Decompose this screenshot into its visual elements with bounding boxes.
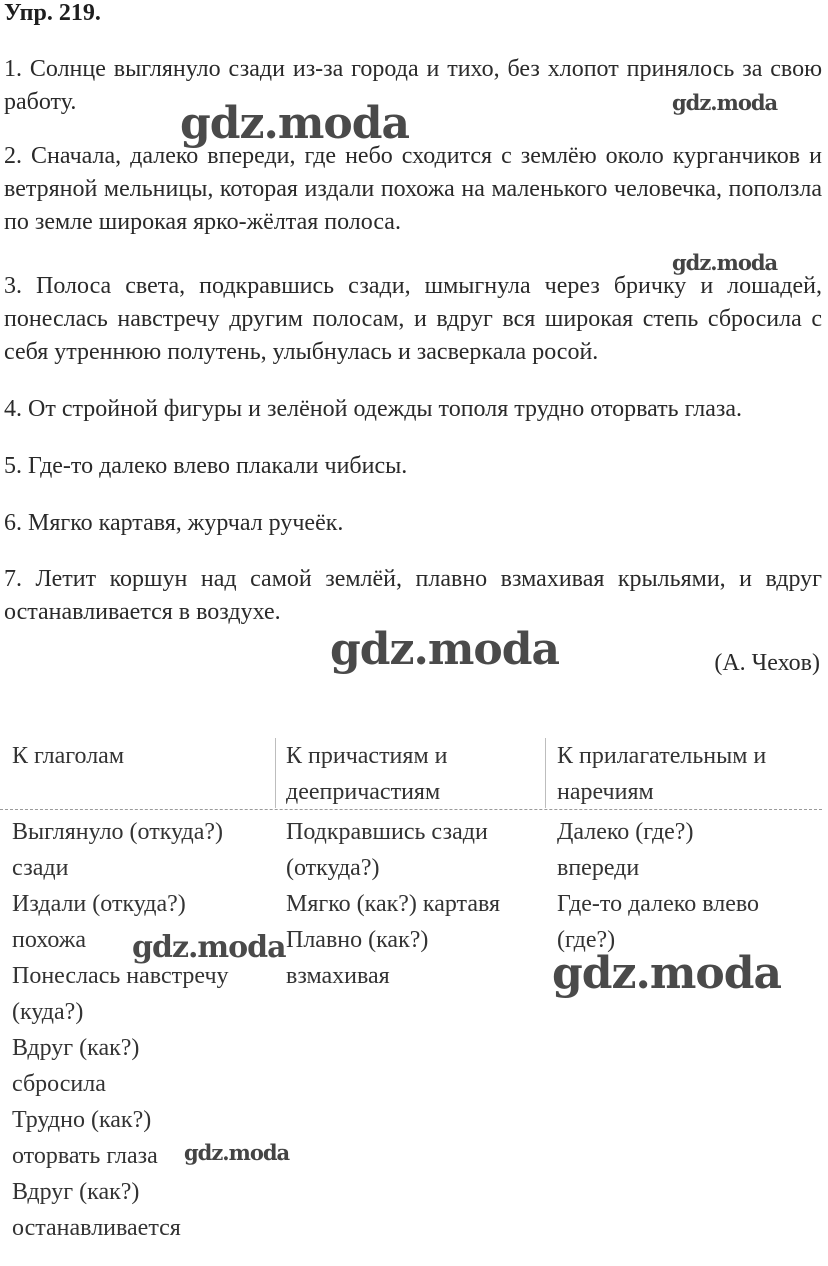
watermark: gdz.moda: [330, 624, 560, 675]
watermark: gdz.moda: [132, 930, 286, 965]
table-cell-line: (куда?): [12, 999, 84, 1025]
table-cell-line: Вдруг (как?): [12, 1179, 140, 1205]
table-cell-line: оторвать глаза: [12, 1143, 158, 1169]
table-cell-line: сзади: [12, 855, 69, 881]
table-divider: [545, 738, 546, 808]
table-header-separator: [0, 809, 822, 811]
table-header-participles: К причастиям и деепричастиям: [286, 743, 448, 805]
table-header-adjectives: К прилагательным и наречиям: [557, 743, 767, 805]
table-cell-line: Далеко (где?): [557, 819, 694, 845]
sentence-3: 3. Полоса света, подкравшись сзади, шмыгнула через бричку и лошадей, понеслась навстречу другим полосам, и вдруг вся широкая степь сбросила с себя утреннюю полутень, улыбнулась и засверкала росой.: [4, 273, 822, 365]
watermark: gdz.moda: [552, 948, 782, 999]
table-cell-line: Трудно (как?): [12, 1107, 152, 1133]
exercise-title: Упр. 219.: [4, 0, 101, 26]
watermark: gdz.moda: [180, 98, 410, 149]
sentence-1: 1. Солнце выглянуло сзади из-за города и тихо, без хлопот принялось за свою работу.: [4, 56, 822, 115]
table-header-verbs: К глаголам: [12, 743, 125, 769]
watermark: gdz.moda: [184, 1140, 290, 1165]
table-cell-line: Издали (откуда?): [12, 891, 186, 917]
author-credit: (А. Чехов): [714, 650, 820, 676]
table-cell-line: сбросила: [12, 1071, 106, 1097]
sentence-5: 5. Где-то далеко влево плакали чибисы.: [4, 453, 408, 479]
sentence-2: 2. Сначала, далеко впереди, где небо сходится с землёю около курганчиков и ветряной мельницы, которая издали похожа на маленького человечка, поползла по земле широкая ярко-жёлтая полоса.: [4, 143, 822, 235]
table-divider: [275, 738, 276, 808]
table-cell-line: Подкравшись сзади: [286, 819, 488, 845]
table-cell-line: Где-то далеко влево: [557, 891, 760, 917]
sentence-4: 4. От стройной фигуры и зелёной одежды тополя трудно оторвать глаза.: [4, 396, 742, 422]
table-cell-line: (откуда?): [286, 855, 380, 881]
table-column-participles: [286, 814, 500, 994]
sentence-6: 6. Мягко картавя, журчал ручеёк.: [4, 510, 344, 536]
table-cell-line: Плавно (как?): [286, 927, 429, 953]
table-cell-line: впереди: [557, 855, 640, 881]
table-cell-line: Понеслась навстречу: [12, 963, 229, 989]
table-cell-line: похожа: [12, 927, 86, 953]
sentence-7: 7. Летит коршун над самой землёй, плавно взмахивая крыльями, и вдруг останавливается в воздухе.: [4, 566, 822, 625]
table-cell-line: (где?): [557, 927, 616, 953]
table-cell-line: Мягко (как?) картавя: [286, 891, 501, 917]
table-cell-line: останавливается: [12, 1215, 181, 1241]
watermark: gdz.moda: [672, 90, 778, 115]
table-cell-line: Вдруг (как?): [12, 1035, 140, 1061]
table-column-verbs: [12, 814, 229, 1246]
table-column-adjectives: [557, 814, 759, 958]
table-cell-line: Выглянуло (откуда?): [12, 819, 224, 845]
table-cell-line: взмахивая: [286, 963, 390, 989]
watermark: gdz.moda: [672, 250, 778, 275]
